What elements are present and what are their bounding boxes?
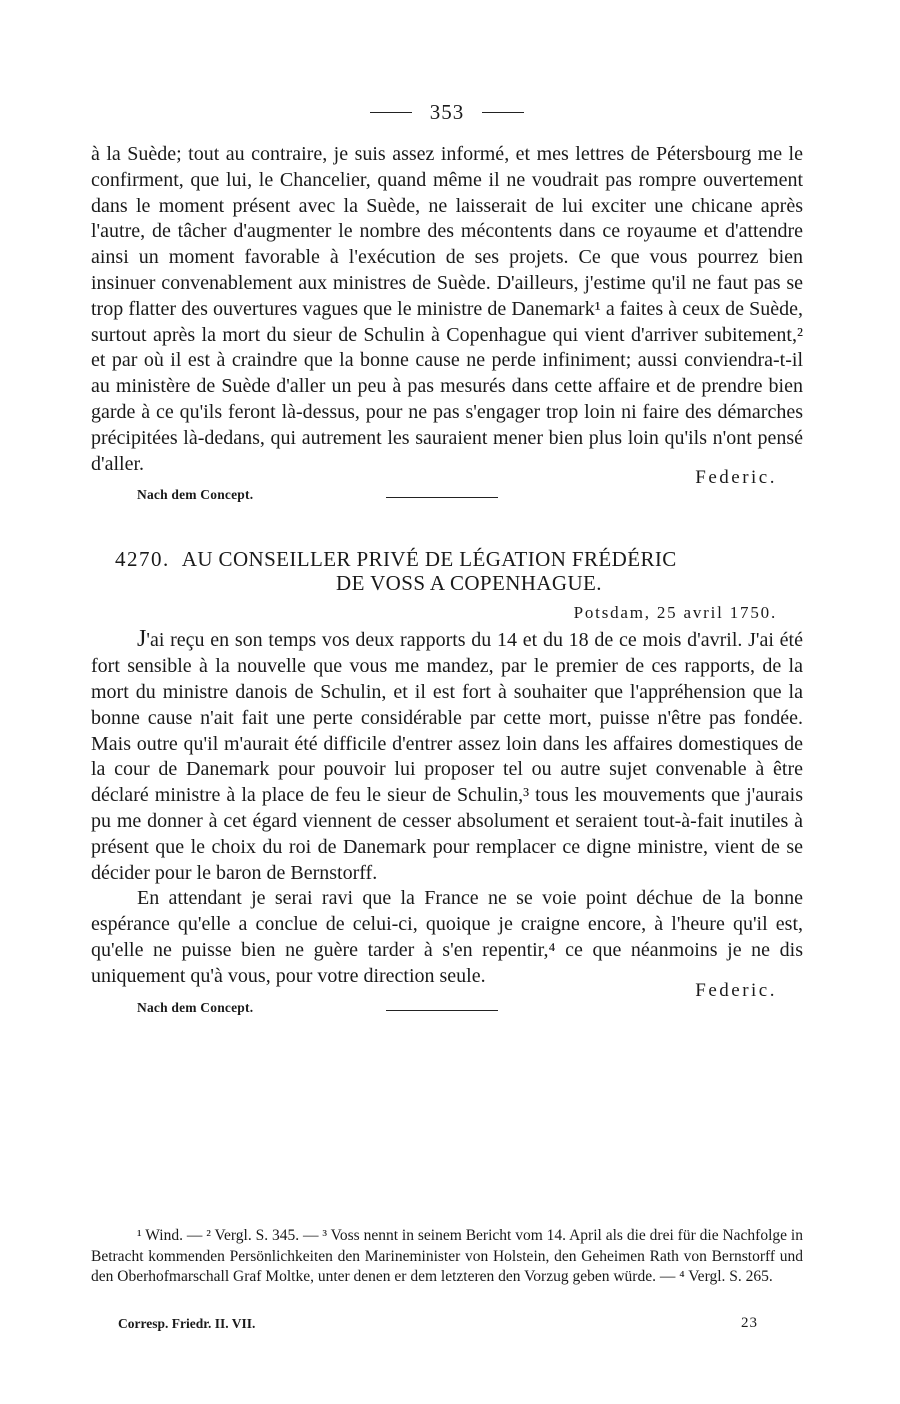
letter1-source-note: Nach dem Concept. <box>137 487 254 503</box>
letter2-paragraph-1-text: 'ai reçu en son temps vos deux rapports du 14 et du 18 de ce mois d'avril. J'ai été fort sensible à la nouvelle que vous me mandez, par le premier de ces rapports, de la mort du ministre danois de Schulin, et il est fort à souhaiter que l'appréhension que la bonne cause n'ait fait une perte considérable par cette mort, puisse n'être pas fondée. Mais outre qu'il m'aurait été difficile d'entrer assez loin dans les affaires domestiques de la cour de Danemark pour pouvoir lui proposer tel ou autre sujet convenable à être déclaré ministre à la place de feu le sieur de Schulin,³ tous les mouvements que j'aurais pu me donner à cet égard viennent de cesser absolument et seraient tout-à-fait inutiles à présent que le choix du roi de Danemark pour remplacer ce digne ministre, vient de se décider pour le baron de Bernstorff. <box>91 629 803 884</box>
letter2-heading <box>91 547 803 595</box>
letter1-body: à la Suède; tout au contraire, je suis assez informé, et mes lettres de Pétersbourg me le confirment, que lui, le Chancelier, quand même il ne voudrait pas rompre ouvertement dans le moment présent avec la Suède, ne laisserait de lui exciter une chicane après l'autre, de tâcher d'augmenter le nombre des mécontents dans ce royaume et d'attendre ainsi un moment favorable à l'exécution de ses projets. Ce que vous pourrez bien insinuer convenablement aux ministres de Suède. D'ailleurs, j'estime qu'il ne faut pas se trop flatter des ouvertures vagues que le ministre de Danemark¹ a faites à ceux de Suède, surtout après la mort du sieur de Schulin à Copenhague qui vient d'arriver subitement,² et par où il est à craindre que la bonne cause ne perde infiniment; aussi conviendra-t-il au ministère de Suède d'aller un peu à pas mesurés dans cette affaire et de prendre bien garde à ce qu'ils feront là-dessus, pour ne pas s'engager trop loin ni faire des démarches précipitées là-dedans, qui autrement les sauraient mener bien plus loin qu'ils n'ont pensé d'aller. <box>91 143 803 475</box>
letter2-heading-line1: AU CONSEILLER PRIVÉ DE LÉGATION FRÉDÉRIC <box>181 547 677 572</box>
page <box>91 100 803 1020</box>
letter2-number: 4270. <box>115 547 170 572</box>
letter1-closing <box>91 467 803 507</box>
letter2-source-note: Nach dem Concept. <box>137 999 254 1015</box>
header-rule-left <box>370 112 412 113</box>
letter2-paragraph-2: En attendant je serai ravi que la France ne se voie point déchue de la bonne espérance qu'elle a conclue de celui-ci, quoique je craigne encore, à l'heure qu'il est, qu'elle ne puisse bien ne guère tarder à s'en repentir,⁴ ce que néanmoins je ne dis uniquement qu'à vous, pour votre direction seule. <box>91 887 803 987</box>
letter2-heading-line2: DE VOSS A COPENHAGUE. <box>336 571 602 596</box>
page-number: 353 <box>429 100 465 124</box>
letter2-signature: Federic. <box>695 979 777 1001</box>
letter2-separator <box>386 1010 498 1011</box>
letter2-paragraph-1 <box>91 627 803 886</box>
letter2-closing <box>91 979 803 1020</box>
header-rule-right <box>482 112 524 113</box>
letter2-initial: J <box>137 626 147 653</box>
footer-signature-mark: 23 <box>741 1315 758 1331</box>
footnotes <box>91 1226 803 1288</box>
page-header <box>91 100 803 142</box>
letter1-separator <box>386 497 498 498</box>
letter1-signature: Federic. <box>695 467 777 489</box>
footnote-text: ¹ Wind. — ² Vergl. S. 345. — ³ Voss nennt in seinem Bericht vom 14. April als die drei für die Nachfolge in Betracht kommenden Persönlichkeiten den Marineminister von Holstein, den Geheimen Rath von Bernstorff und den Oberhofmarschall Graf Moltke, unter denen er dem letzteren den Vorzug geben würde. — ⁴ Vergl. S. 265. <box>91 1227 803 1285</box>
letter2-dateline: Potsdam, 25 avril 1750. <box>573 603 777 623</box>
footer-series: Corresp. Friedr. II. VII. <box>118 1316 256 1331</box>
